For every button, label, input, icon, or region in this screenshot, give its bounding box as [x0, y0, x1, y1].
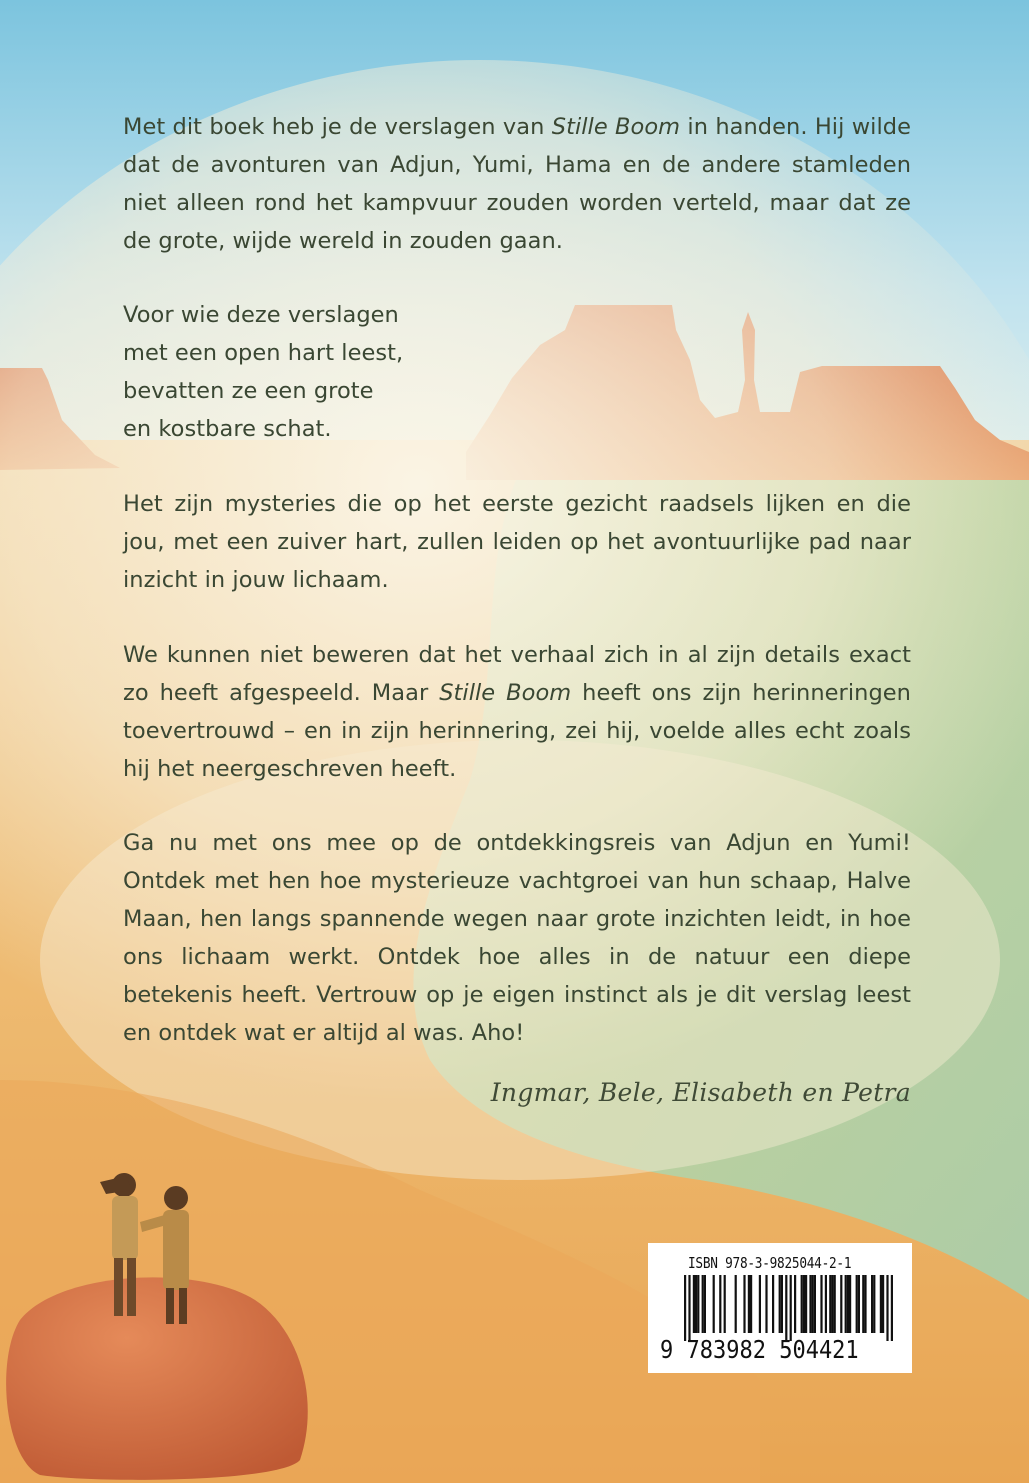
ean-digits: 9 783982 504421: [660, 1335, 859, 1364]
barcode-bar: [840, 1275, 842, 1333]
barcode-bar: [820, 1275, 822, 1333]
authors-signature: Ingmar, Bele, Elisabeth en Petra: [490, 1078, 911, 1107]
treasure-line-1: Voor wie deze verslagen: [123, 302, 399, 328]
barcode-bar: [847, 1275, 849, 1333]
barcode-bar: [693, 1275, 695, 1333]
barcode-bar: [790, 1275, 792, 1341]
barcode-bar: [845, 1275, 847, 1333]
barcode-bar: [794, 1275, 796, 1333]
title-italic: Stille Boom: [551, 114, 681, 140]
barcode-bar: [858, 1275, 860, 1333]
barcode-bar: [688, 1275, 690, 1341]
intro-paragraph: [123, 108, 911, 260]
barcode-bar: [772, 1275, 774, 1333]
barcode-bar: [750, 1275, 752, 1333]
barcode-bar: [829, 1275, 831, 1333]
journey-paragraph: [123, 824, 911, 1052]
barcode-bar: [724, 1275, 726, 1333]
barcode-bar: [814, 1275, 816, 1333]
barcode-bar: [886, 1275, 888, 1341]
mysteries-text: Het zijn mysteries die op het eerste gezicht raadsels lijken en die jou, met een zuiver hart, zullen leiden op het avontuurlijke pad naar inzicht in jouw lichaam.: [123, 491, 911, 593]
memories-title-italic: Stille Boom: [439, 680, 572, 706]
memories-text-before: We kunnen niet beweren dat het verhaal zich in al zijn details exact zo heeft afgespeeld. Maar: [123, 642, 911, 706]
barcode-bar: [871, 1275, 873, 1333]
isbn-label: ISBN 978-3-9825044-2-1: [688, 1254, 852, 1272]
barcode-bar: [702, 1275, 704, 1333]
treasure-paragraph: [123, 296, 423, 448]
barcode-bar: [719, 1275, 721, 1333]
barcode-bar: [704, 1275, 706, 1333]
memories-paragraph: [123, 636, 911, 788]
barcode-bar: [759, 1275, 761, 1333]
treasure-line-3: bevatten ze een grote: [123, 378, 374, 404]
journey-text: Ga nu met ons mee op de ontdekkingsreis van Adjun en Yumi! Ontdek met hen hoe mysterieuze vachtgroei van hun schaap, Halve Maan, hen langs spannende wegen naar grote inzichten leidt, in hoe ons lichaam werkt. Ontdek hoe alles in de natuur een diepe betekenis heeft. Vertrouw op je eigen instinct als je dit verslag leest en ontdek wat er altijd al was. Aho!: [123, 830, 911, 1046]
barcode-bar: [856, 1275, 858, 1333]
isbn-barcode: [648, 1243, 912, 1373]
memories-text-after: heeft ons zijn herinneringen toevertrouwd – en in zijn herinnering, zei hij, voelde alles echt zoals hij het neergeschreven heeft.: [123, 680, 911, 782]
barcode-bar: [809, 1275, 811, 1333]
barcode-bar: [805, 1275, 807, 1333]
treasure-line-2: met een open hart leest,: [123, 340, 404, 366]
barcode-bar: [864, 1275, 866, 1333]
barcode-bar: [880, 1275, 882, 1333]
rock: [6, 1277, 308, 1479]
intro-text-before: Met dit boek heb je de verslagen van: [123, 114, 552, 140]
barcode-bar: [779, 1275, 781, 1333]
barcode-bar: [812, 1275, 814, 1333]
barcode-bar: [697, 1275, 699, 1333]
barcode-bar: [801, 1275, 803, 1333]
barcode-bar: [748, 1275, 750, 1333]
intro-text-after: in handen. Hij wilde dat de avonturen van Adjun, Yumi, Hama en de andere stamleden niet alleen rond het kampvuur zouden worden verteld, maar dat ze de grote, wijde wereld in zouden gaan.: [123, 114, 911, 254]
barcode-bar: [765, 1275, 767, 1333]
mysteries-paragraph: [123, 485, 911, 599]
barcode-bar: [831, 1275, 833, 1333]
barcode-bar: [873, 1275, 875, 1333]
barcode-bar: [684, 1275, 686, 1341]
barcode-bar: [834, 1275, 836, 1333]
barcode-bar: [849, 1275, 851, 1333]
barcode-bar: [785, 1275, 787, 1341]
barcode-bar: [781, 1275, 783, 1333]
barcode-bar: [891, 1275, 893, 1341]
barcode-bar: [735, 1275, 737, 1333]
barcode-bar: [713, 1275, 715, 1333]
barcode-bar: [695, 1275, 697, 1333]
barcode-bar: [803, 1275, 805, 1333]
barcode-bar: [862, 1275, 864, 1333]
barcode-bar: [882, 1275, 884, 1333]
treasure-line-4: en kostbare schat.: [123, 416, 332, 442]
barcode-bar: [743, 1275, 745, 1333]
barcode-bar: [825, 1275, 827, 1333]
